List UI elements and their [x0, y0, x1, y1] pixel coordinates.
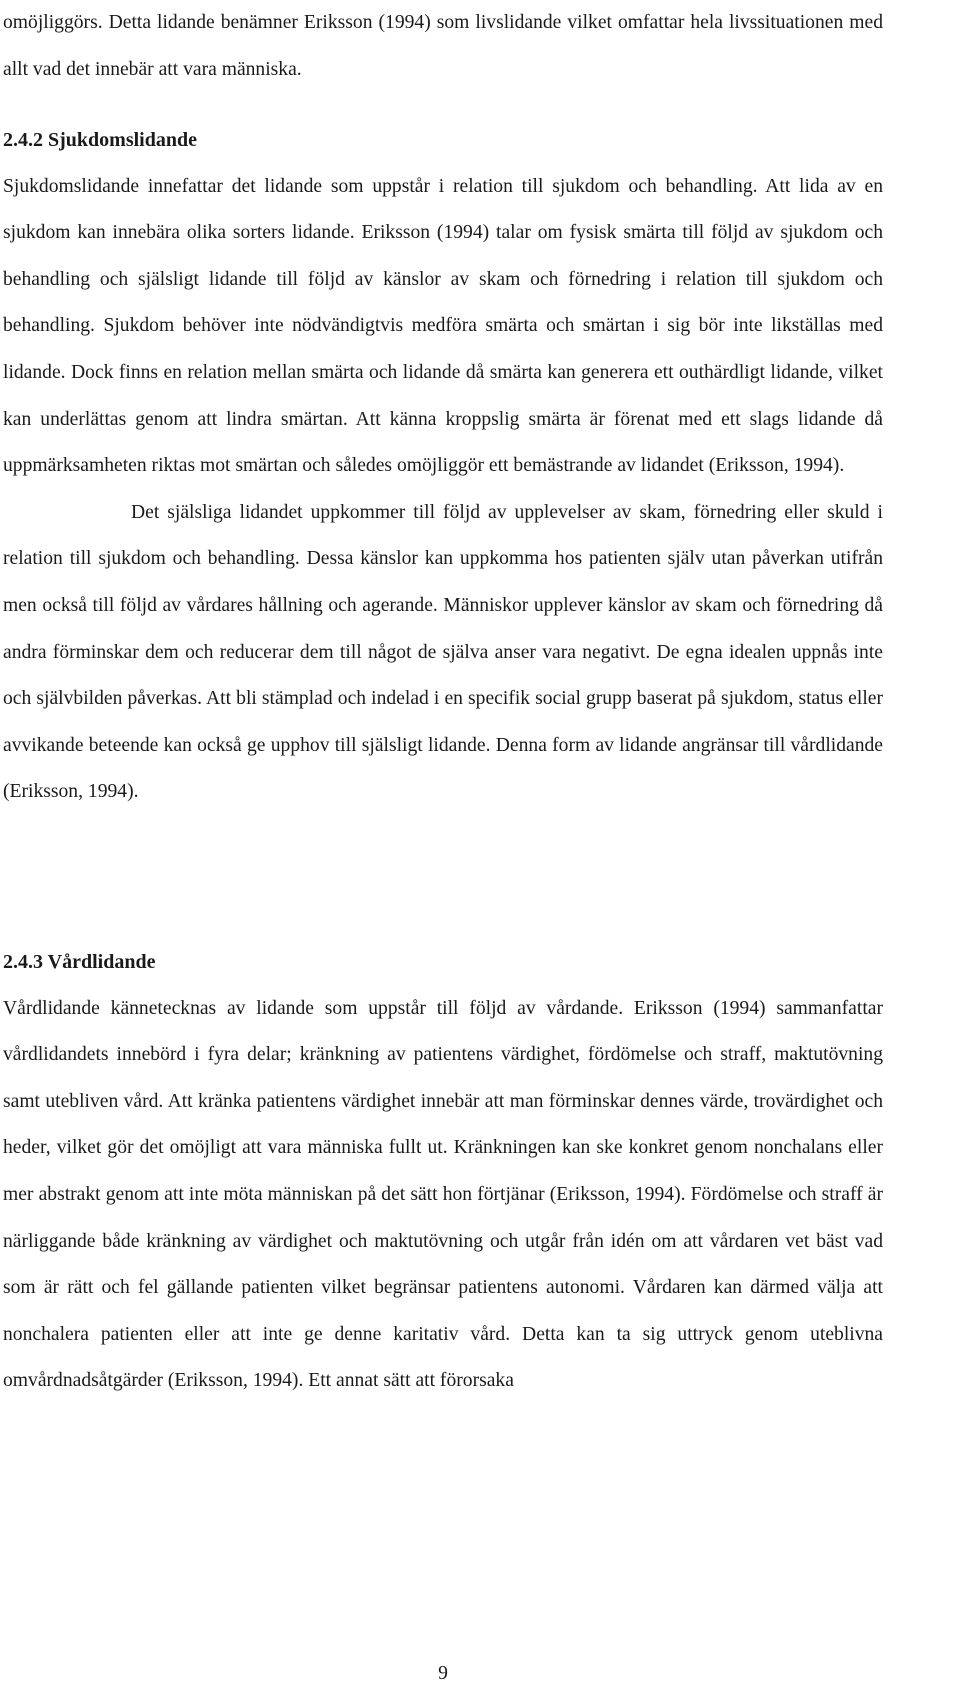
text-block-2 [3, 117, 883, 816]
heading-vardlidande: 2.4.3 Vårdlidande [3, 951, 156, 973]
text-block-1 [3, 0, 883, 93]
text-block-3 [3, 939, 883, 1405]
page-number: 9 [438, 1663, 448, 1684]
heading-sjukdomslidande: 2.4.2 Sjukdomslidande [3, 129, 197, 151]
paragraph-livslidande-end: omöjliggörs. Detta lidande benämner Eriksson (1994) som livslidande vilket omfattar hela livssituationen med allt vad det innebär att vara människa. [3, 12, 883, 80]
paragraph-sjalsliga-lidandet: Det själsliga lidandet uppkommer till följd av upplevelser av skam, förnedring eller skuld i relation till sjukdom och behandling. Dessa känslor kan uppkomma hos patienten själv utan påverkan utifrån men också till följd av vårdares hållning och agerande. Människor upplever känslor av skam och förnedring då andra förminskar dem och reducerar dem till något de själva anser vara negativt. De egna idealen uppnås inte och självbilden påverkas. Att bli stämplad och indelad i en specifik social grupp baserat på sjukdom, status eller avvikande beteende kan också ge upphov till själsligt lidande. Denna form av lidande angränsar till vårdlidande (Eriksson, 1994). [3, 501, 883, 803]
paragraph-sjukdomslidande: Sjukdomslidande innefattar det lidande som uppstår i relation till sjukdom och behandling. Att lida av en sjukdom kan innebära olika sorters lidande. Eriksson (1994) talar om fysisk smärta till följd av sjukdom och behandling och själsligt lidande till följd av känslor av skam och förnedring i relation till sjukdom och behandling. Sjukdom behöver inte nödvändigtvis medföra smärta och smärtan i sig bör inte likställas med lidande. Dock finns en relation mellan smärta och lidande då smärta kan generera ett outhärdligt lidande, vilket kan underlättas genom att lindra smärtan. Att känna kroppslig smärta är förenat med ett slags lidande då uppmärksamheten riktas mot smärtan och således omöjliggör ett bemästrande av lidandet (Eriksson, 1994). [3, 175, 883, 477]
paragraph-vardlidande: Vårdlidande kännetecknas av lidande som uppstår till följd av vårdande. Eriksson (1994) sammanfattar vårdlidandets innebörd i fyra delar; kränkning av patientens värdighet, fördömelse och straff, maktutövning samt utebliven vård. Att kränka patientens värdighet innebär att man förminskar dennes värde, trovärdighet och heder, vilket gör det omöjligt att vara människa fullt ut. Kränkningen kan ske konkret genom nonchalans eller mer abstrakt genom att inte möta människan på det sätt hon förtjänar (Eriksson, 1994). Fördömelse och straff är närliggande både kränkning av värdighet och maktutövning och utgår från idén om att vårdaren vet bäst vad som är rätt och fel gällande patienten vilket begränsar patientens autonomi. Vårdaren kan därmed välja att nonchalera patienten eller att inte ge denne karitativ vård. Detta kan ta sig uttryck genom uteblivna omvårdnadsåtgärder (Eriksson, 1994). Ett annat sätt att förorsaka [3, 997, 883, 1392]
